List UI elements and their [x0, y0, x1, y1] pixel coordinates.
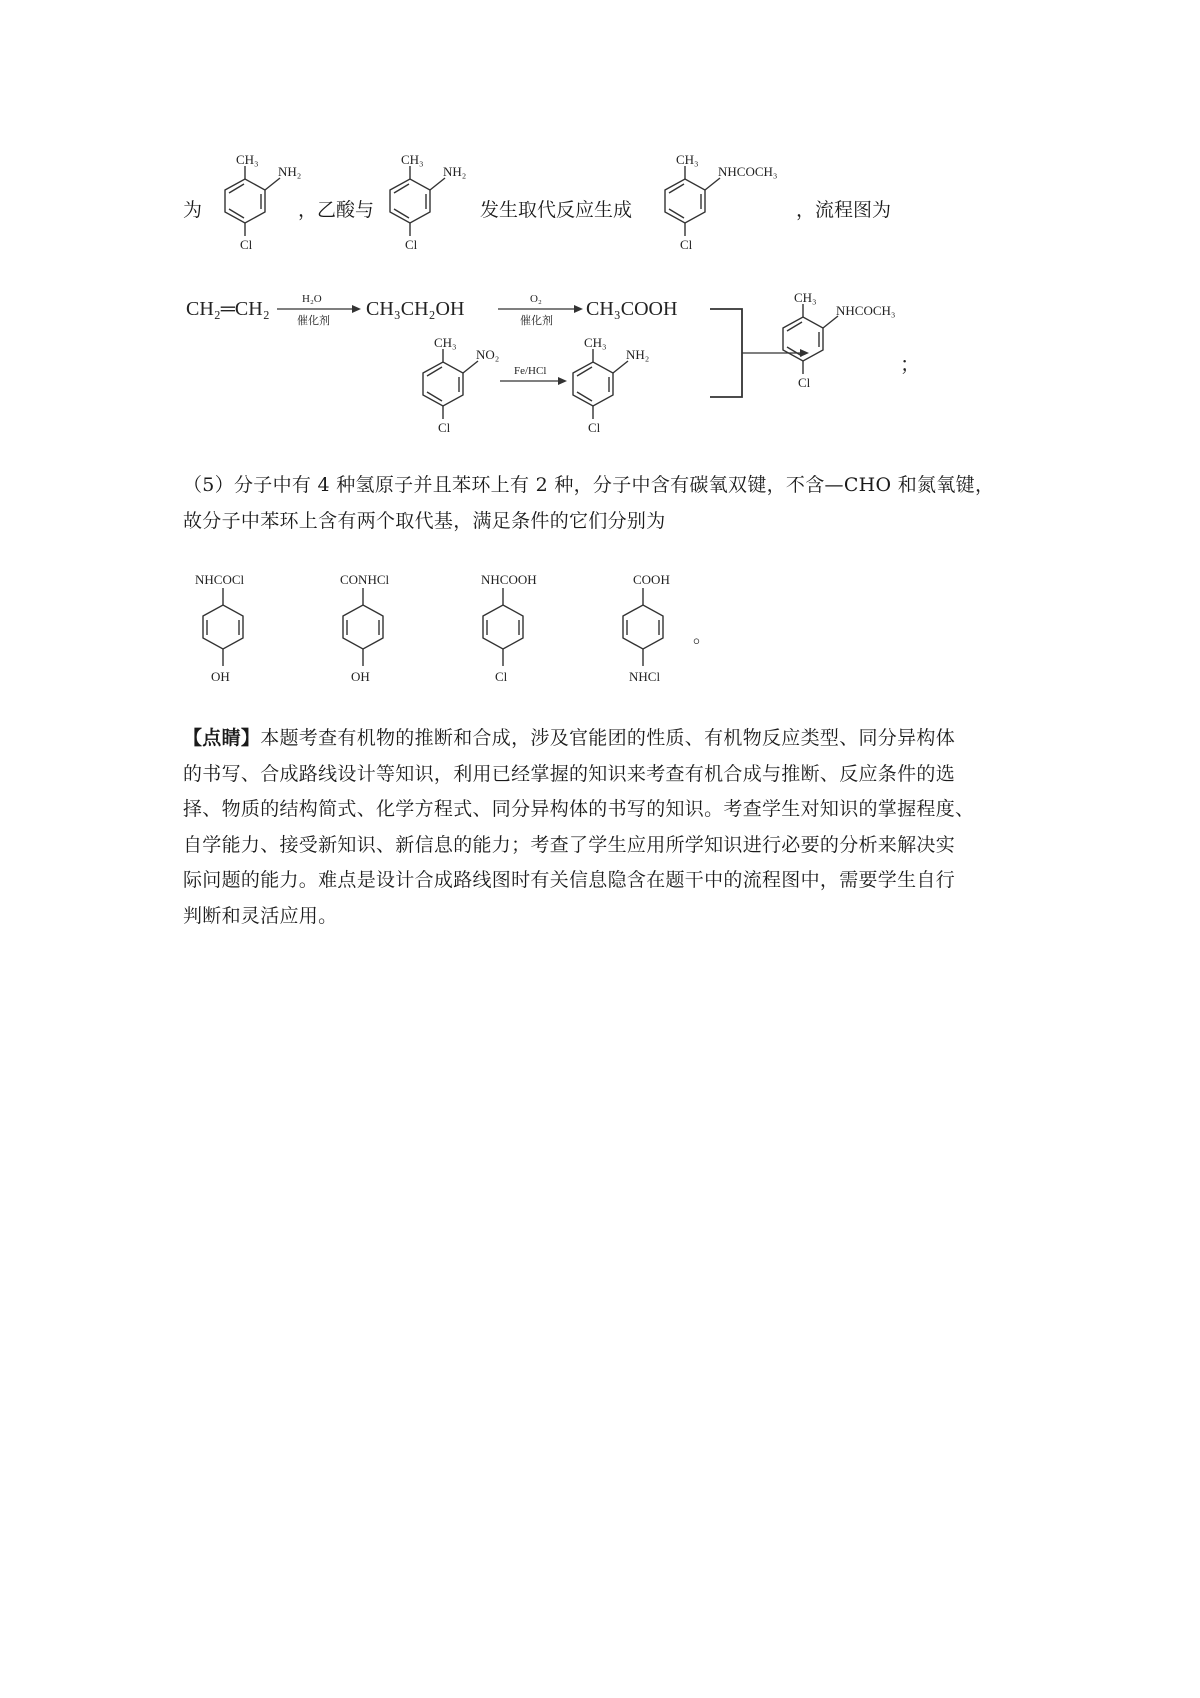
- mol3-top-label: CH₃: [676, 152, 699, 167]
- isomers-end-mark: 。: [693, 626, 713, 647]
- comment-label: 【点睛】: [183, 727, 261, 749]
- isomer-3: [481, 572, 537, 684]
- mol2-right-label: NH₂: [443, 164, 467, 179]
- isomer-4-top: COOH: [633, 572, 670, 587]
- mol1-top-label: CH₃: [236, 152, 259, 167]
- flow-amine-top: CH₃: [584, 335, 607, 350]
- isomer-3-top: NHCOOH: [481, 572, 537, 587]
- isomer-1-top: NHCOCl: [195, 572, 245, 587]
- molecule-2-structure: [365, 152, 485, 272]
- part5-text: [183, 468, 1028, 539]
- flow-step2-catalyst: 催化剂: [520, 315, 553, 327]
- part5-line-1: （5）分子中有 4 种氢原子并且苯环上有 2 种，分子中含有碳氧双键，不含—CHO 和氮氧键，: [183, 474, 995, 496]
- flow-ethylene: CH₂═CH₂: [186, 298, 270, 320]
- flow-nitro-top: CH₃: [434, 335, 457, 350]
- isomer-4-bottom: NHCl: [629, 669, 661, 684]
- mol1-right-label: NH₂: [278, 164, 302, 179]
- comment-line-1: 本题考查有机物的推断和合成，涉及官能团的性质、有机物反应类型、同分异构体: [260, 727, 956, 749]
- mol3-bottom-label: Cl: [680, 237, 693, 252]
- flow-nitro-bottom: Cl: [438, 420, 451, 435]
- flow-arrowhead-1: [352, 305, 361, 313]
- isomer-1: [195, 572, 245, 684]
- isomer-1-bottom: OH: [211, 669, 230, 684]
- mol3-right-label: NHCOCH₃: [718, 164, 778, 179]
- comment-line-4: 自学能力、接受新知识、新信息的能力；考查了学生应用所学知识进行必要的分析来解决实: [183, 833, 956, 856]
- comment-line-5: 际问题的能力。难点是设计合成路线图时有关信息隐含在题干中的流程图中，需要学生自行: [183, 869, 956, 891]
- flow-step1-catalyst: 催化剂: [297, 315, 330, 327]
- part5-line-2: 故分子中苯环上含有两个取代基，满足条件的它们分别为: [183, 509, 666, 532]
- flow-ethanol: CH₃CH₂OH: [366, 298, 465, 320]
- text-wei: 为: [183, 199, 203, 221]
- flow-step1-reagent: H₂O: [302, 293, 322, 305]
- isomer-4: [623, 572, 670, 684]
- flow-reduction-reagent: Fe/HCl: [514, 365, 547, 377]
- comment-paragraph: [183, 721, 1028, 934]
- flow-amine-bottom: Cl: [588, 420, 601, 435]
- comment-line-2: 的书写、合成路线设计等知识，利用已经掌握的知识来考查有机合成与推断、反应条件的选: [183, 762, 956, 785]
- isomer-structures: [183, 570, 743, 705]
- text-substitution-reaction: 发生取代反应生成: [480, 199, 633, 221]
- isomer-2: [340, 572, 390, 684]
- comment-line-6: 判断和灵活应用。: [183, 904, 338, 927]
- mol1-bottom-label: Cl: [240, 237, 253, 252]
- molecule-3-structure: [640, 152, 810, 272]
- flow-arrowhead-reduction: [558, 377, 567, 385]
- flow-step2-reagent: O₂: [530, 293, 542, 305]
- isomer-2-top: CONHCl: [340, 572, 390, 587]
- flow-nitro-right: NO₂: [476, 347, 500, 362]
- isomer-3-bottom: Cl: [495, 669, 508, 684]
- mol2-bottom-label: Cl: [405, 237, 418, 252]
- flow-bracket: [710, 309, 742, 397]
- text-flowchart-intro: ，流程图为: [796, 199, 892, 221]
- mol2-top-label: CH₃: [401, 152, 424, 167]
- flow-product-right: NHCOCH₃: [836, 303, 896, 318]
- comment-line-3: 择、物质的结构简式、化学方程式、同分异构体的书写的知识。考查学生对知识的掌握程度、: [183, 798, 975, 820]
- synthesis-flowchart: [180, 275, 940, 460]
- text-acetic-acid-with: ，乙酸与: [298, 199, 375, 221]
- isomer-2-bottom: OH: [351, 669, 370, 684]
- flow-arrowhead-2: [574, 305, 583, 313]
- flow-amine-right: NH₂: [626, 347, 650, 362]
- flow-end-mark: ；: [900, 354, 920, 376]
- flow-product-top: CH₃: [794, 290, 817, 305]
- flow-product-bottom: Cl: [798, 375, 811, 390]
- flow-acetic-acid: CH₃COOH: [586, 298, 678, 320]
